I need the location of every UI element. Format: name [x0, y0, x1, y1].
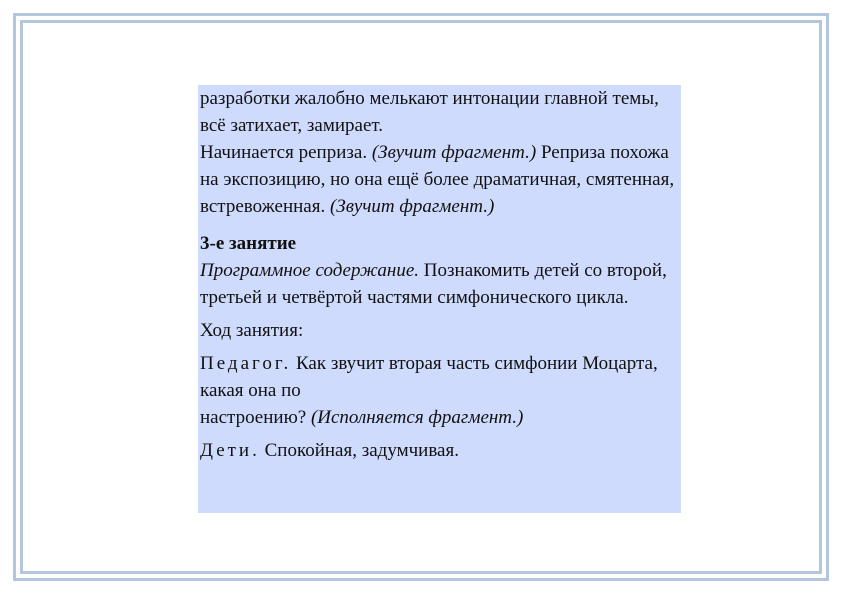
paragraph-4: Ход занятия: [200, 320, 304, 341]
paragraph-5 [200, 350, 677, 431]
paragraph-1-text: разработки жалобно мелькают интонации главной темы, всё затихает, замирает. [200, 88, 659, 136]
lesson-heading: 3-е занятие [200, 233, 297, 254]
paragraph-2-italic-2: (Звучит фрагмент.) [329, 196, 495, 217]
paragraph-1 [200, 85, 677, 139]
paragraph-3-italic: Программное содержание. [200, 260, 420, 281]
paragraph-6-speaker: Дети. [200, 440, 260, 461]
paragraph-6 [200, 437, 677, 464]
paragraph-5-italic: (Исполняется фрагмент.) [310, 407, 524, 428]
paragraph-3-text: Познакомить детей со второй, третьей и четвёртой частями симфонического цикла. [200, 260, 667, 308]
paragraph-2-text-1: Начинается реприза. [200, 142, 372, 163]
paragraph-2 [200, 139, 677, 220]
text-block [198, 85, 681, 513]
paragraph-6-text: Спокойная, задумчивая. [259, 440, 459, 461]
paragraph-5-speaker: Педагог. [200, 353, 292, 374]
paragraph-5-text-1: Как звучит вторая часть симфонии Моцарта, какая она по [200, 353, 658, 401]
paragraph-5-text-2: настроению? [200, 407, 311, 428]
paragraph-2-text-2: Реприза похожа на экспозицию, но она ещё более драматичная, смятенная, встревоженная. [200, 142, 675, 217]
paragraph-2-italic-1: (Звучит фрагмент.) [371, 142, 537, 163]
paragraph-3 [200, 257, 677, 311]
